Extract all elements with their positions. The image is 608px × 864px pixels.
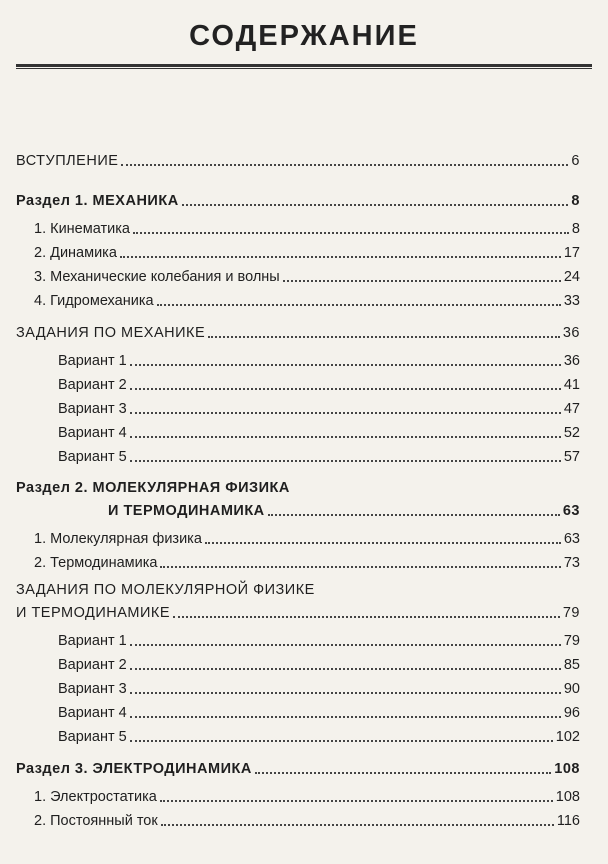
toc-entry-oscillations[interactable] bbox=[34, 266, 580, 286]
toc-entry-variant-4[interactable] bbox=[58, 422, 580, 442]
toc-entry-label: Раздел 3. ЭЛЕКТРОДИНАМИКА bbox=[16, 761, 252, 777]
toc-page-number: 24 bbox=[563, 269, 580, 285]
toc-entry-label: Вариант 1 bbox=[58, 353, 127, 369]
leader-dots bbox=[161, 824, 554, 826]
toc-page-number: 6 bbox=[571, 153, 580, 169]
leader-dots bbox=[121, 164, 568, 166]
toc-entry-tasks-molecular[interactable] bbox=[16, 602, 580, 622]
leader-dots bbox=[160, 800, 553, 802]
leader-dots bbox=[268, 514, 560, 516]
toc-page-number: 79 bbox=[563, 633, 580, 649]
leader-dots bbox=[255, 772, 551, 774]
toc-page-number: 73 bbox=[563, 555, 580, 571]
toc-entry-variant-2[interactable] bbox=[58, 374, 580, 394]
toc-entry-label: 1. Кинематика bbox=[34, 221, 130, 237]
leader-dots bbox=[130, 460, 561, 462]
toc-page-number: 79 bbox=[562, 605, 580, 621]
toc-entry-label: 1. Электростатика bbox=[34, 789, 157, 805]
toc-page-number: 108 bbox=[554, 761, 580, 777]
toc-page-number: 108 bbox=[555, 789, 580, 805]
toc-entry-label: 1. Молекулярная физика bbox=[34, 531, 202, 547]
toc-page-number: 33 bbox=[563, 293, 580, 309]
toc-entry-label: Вариант 4 bbox=[58, 705, 127, 721]
leader-dots bbox=[130, 436, 561, 438]
toc-page-number: 41 bbox=[563, 377, 580, 393]
leader-dots bbox=[130, 644, 561, 646]
toc-entry-variant-1[interactable] bbox=[58, 350, 580, 370]
toc-entry-section-1[interactable] bbox=[16, 190, 580, 210]
toc-page-number: 96 bbox=[563, 705, 580, 721]
toc-entry-variant-5[interactable] bbox=[58, 446, 580, 466]
toc-page-number: 8 bbox=[571, 193, 580, 209]
leader-dots bbox=[160, 566, 560, 568]
toc-entry-label: И ТЕРМОДИНАМИКЕ bbox=[16, 605, 171, 621]
leader-dots bbox=[130, 692, 561, 694]
toc-entry-label: Вариант 1 bbox=[58, 633, 127, 649]
toc-page-number: 102 bbox=[555, 729, 580, 745]
toc-entry-thermodynamics[interactable] bbox=[34, 552, 580, 572]
leader-dots bbox=[130, 388, 561, 390]
toc-entry-intro[interactable] bbox=[16, 150, 580, 170]
toc-page-number: 116 bbox=[556, 813, 580, 829]
leader-dots bbox=[173, 616, 560, 618]
leader-dots bbox=[130, 668, 561, 670]
toc-entry-label: Вариант 4 bbox=[58, 425, 127, 441]
toc-entry-dynamics[interactable] bbox=[34, 242, 580, 262]
toc-entry-kinematics[interactable] bbox=[34, 218, 580, 238]
toc-entry-section-3[interactable] bbox=[16, 758, 580, 778]
leader-dots bbox=[130, 412, 561, 414]
toc-entry-label: 3. Механические колебания и волны bbox=[34, 269, 280, 285]
toc-entry-tasks-mechanics[interactable] bbox=[16, 322, 580, 342]
toc-page-number: 57 bbox=[563, 449, 580, 465]
leader-dots bbox=[130, 716, 561, 718]
toc-page-number: 90 bbox=[563, 681, 580, 697]
toc-page-number: 52 bbox=[563, 425, 580, 441]
leader-dots bbox=[157, 304, 561, 306]
leader-dots bbox=[133, 232, 569, 234]
leader-dots bbox=[208, 336, 560, 338]
toc-page-number: 36 bbox=[562, 325, 580, 341]
title-rule-thin bbox=[16, 68, 592, 69]
toc-entry-variant-3[interactable] bbox=[58, 398, 580, 418]
toc-entry-section-2[interactable] bbox=[108, 500, 580, 520]
toc-entry-variant-4[interactable] bbox=[58, 702, 580, 722]
toc-entry-variant-3[interactable] bbox=[58, 678, 580, 698]
toc-entry-label: И ТЕРМОДИНАМИКА bbox=[108, 503, 265, 519]
leader-dots bbox=[130, 364, 561, 366]
toc-entry-label: Вариант 2 bbox=[58, 377, 127, 393]
toc-entry-label: Вариант 2 bbox=[58, 657, 127, 673]
toc-page-number: 85 bbox=[563, 657, 580, 673]
toc-entry-variant-2[interactable] bbox=[58, 654, 580, 674]
toc-entry-molecular-physics[interactable] bbox=[34, 528, 580, 548]
leader-dots bbox=[130, 740, 553, 742]
toc-entry-electrostatics[interactable] bbox=[34, 786, 580, 806]
toc-entry-label: Вариант 3 bbox=[58, 681, 127, 697]
toc-page-number: 17 bbox=[563, 245, 580, 261]
toc-entry-label: ВСТУПЛЕНИЕ bbox=[16, 153, 119, 169]
toc-page-number: 63 bbox=[562, 503, 580, 519]
leader-dots bbox=[283, 280, 561, 282]
toc-entry-label: Вариант 5 bbox=[58, 729, 127, 745]
toc-entry-label: Вариант 3 bbox=[58, 401, 127, 417]
toc-entry-variant-1[interactable] bbox=[58, 630, 580, 650]
leader-dots bbox=[205, 542, 561, 544]
toc-page-number: 63 bbox=[563, 531, 580, 547]
leader-dots bbox=[182, 204, 569, 206]
toc-entry-label: Вариант 5 bbox=[58, 449, 127, 465]
toc-entry-hydromechanics[interactable] bbox=[34, 290, 580, 310]
toc-entry-label: 2. Термодинамика bbox=[34, 555, 158, 571]
toc-entry-variant-5[interactable] bbox=[58, 726, 580, 746]
toc-entry-tasks-molecular-line1[interactable]: ЗАДАНИЯ ПО МОЛЕКУЛЯРНОЙ ФИЗИКЕ bbox=[16, 582, 315, 598]
toc-entry-label: 2. Постоянный ток bbox=[34, 813, 158, 829]
toc-page-number: 8 bbox=[571, 221, 580, 237]
toc-entry-label: Раздел 1. МЕХАНИКА bbox=[16, 193, 179, 209]
toc-entry-direct-current[interactable] bbox=[34, 810, 580, 830]
toc-entry-section-2-line1[interactable]: Раздел 2. МОЛЕКУЛЯРНАЯ ФИЗИКА bbox=[16, 480, 290, 496]
toc-entry-label: 4. Гидромеханика bbox=[34, 293, 154, 309]
page-title: СОДЕРЖАНИЕ bbox=[189, 20, 419, 52]
toc-entry-label: 2. Динамика bbox=[34, 245, 117, 261]
toc-page-number: 36 bbox=[563, 353, 580, 369]
toc-page-number: 47 bbox=[563, 401, 580, 417]
toc-entry-label: ЗАДАНИЯ ПО МЕХАНИКЕ bbox=[16, 325, 206, 341]
title-rule bbox=[16, 64, 592, 67]
leader-dots bbox=[120, 256, 561, 258]
